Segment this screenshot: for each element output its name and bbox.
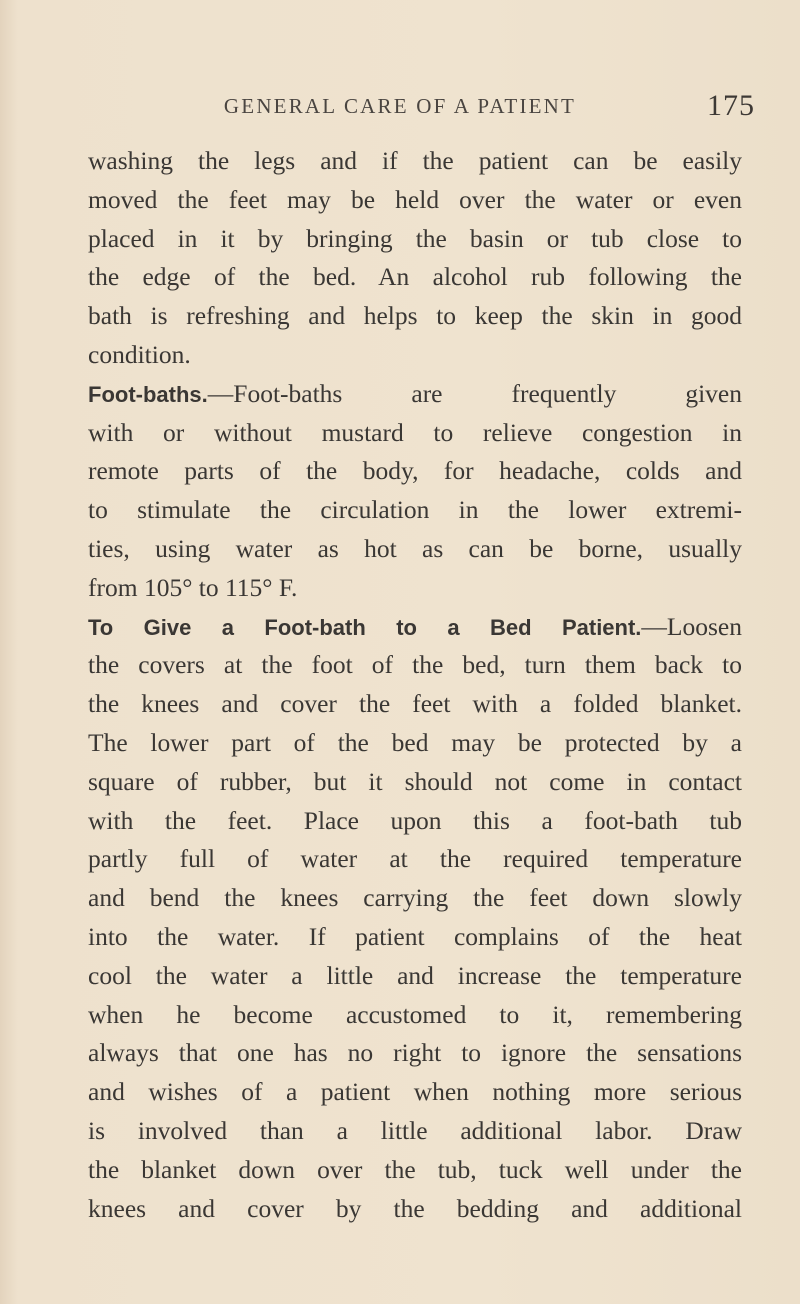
section-heading: Foot-baths. bbox=[88, 381, 208, 407]
text-line: into the water. If patient complains of the heat bbox=[88, 921, 742, 951]
text-line: remote parts of the body, for headache, colds and bbox=[88, 456, 742, 486]
text-line: partly full of water at the required temperature bbox=[88, 844, 742, 874]
text-line: ties, using water as hot as can be borne, usually bbox=[88, 533, 742, 563]
body-text bbox=[88, 142, 742, 1228]
text-line: with or without mustard to relieve congestion in bbox=[88, 417, 742, 447]
text-line: the knees and cover the feet with a folded blanket. bbox=[88, 689, 742, 719]
section-heading-line: To Give a Foot-bath to a Bed Patient.—Loosen bbox=[88, 611, 742, 641]
text-line: from 105° to 115° F. bbox=[88, 572, 298, 602]
text-line: always that one has no right to ignore the sensations bbox=[88, 1038, 742, 1068]
text-line: the blanket down over the tub, tuck well under the bbox=[88, 1154, 742, 1184]
text-line: cool the water a little and increase the temperature bbox=[88, 960, 742, 990]
text-line: condition. bbox=[88, 339, 191, 369]
text-line: and wishes of a patient when nothing more serious bbox=[88, 1077, 742, 1107]
section-heading: To Give a Foot-bath to a Bed Patient. bbox=[88, 614, 642, 640]
text-line: The lower part of the bed may be protected by a bbox=[88, 727, 742, 757]
text-line: when he become accustomed to it, remembering bbox=[88, 999, 742, 1029]
text-line: bath is refreshing and helps to keep the skin in good bbox=[88, 301, 742, 331]
text-line: moved the feet may be held over the water or even bbox=[88, 184, 742, 214]
section-heading-line: Foot-baths.—Foot-baths are frequently given bbox=[88, 378, 742, 408]
text-line: the covers at the foot of the bed, turn them back to bbox=[88, 650, 742, 680]
text-line: washing the legs and if the patient can be easily bbox=[88, 146, 742, 175]
text-line: and bend the knees carrying the feet down slowly bbox=[88, 883, 742, 913]
text-line: with the feet. Place upon this a foot-bath tub bbox=[88, 805, 742, 835]
running-header: GENERAL CARE OF A PATIENT bbox=[223, 94, 577, 118]
text-line: placed in it by bringing the basin or tub close to bbox=[88, 223, 742, 253]
text-line: the edge of the bed. An alcohol rub following the bbox=[88, 262, 742, 292]
text-line: square of rubber, but it should not come in contact bbox=[88, 766, 742, 796]
text-line: is involved than a little additional labor. Draw bbox=[88, 1115, 742, 1145]
text-line: to stimulate the circulation in the lower extremi- bbox=[88, 495, 742, 525]
text-line: knees and cover by the bedding and additional bbox=[88, 1193, 742, 1223]
page-number: 175 bbox=[707, 89, 755, 122]
